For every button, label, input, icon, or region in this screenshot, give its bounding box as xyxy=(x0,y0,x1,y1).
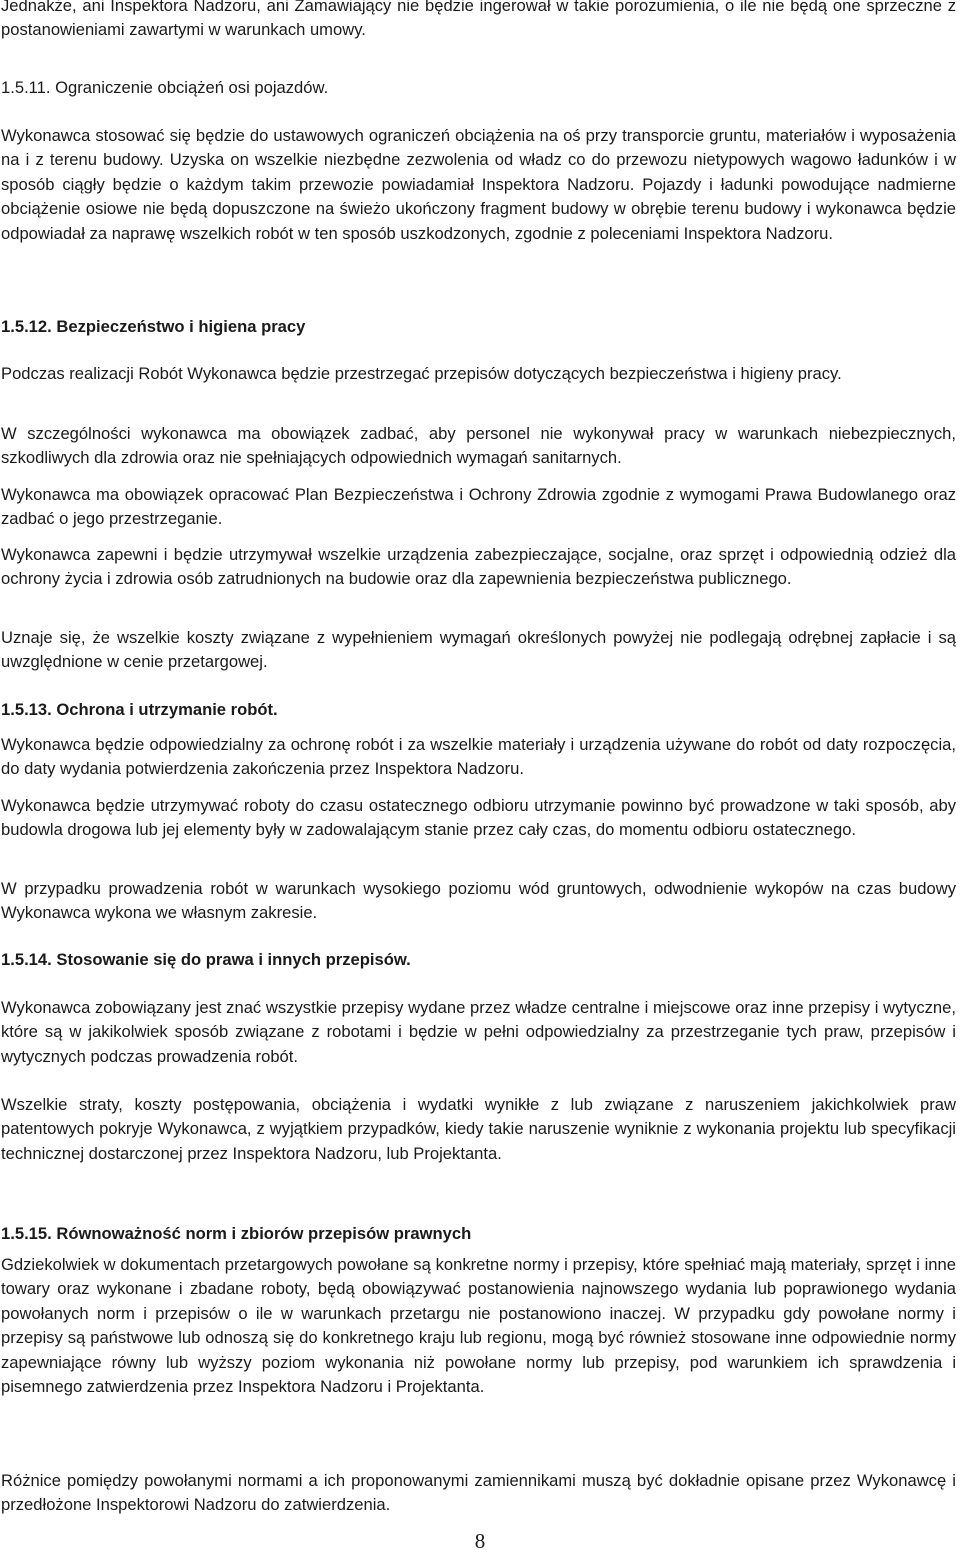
paragraph-intro: Jednakże, ani Inspektora Nadzoru, ani Zamawiający nie będzie ingerował w takie porozumienia, o ile nie będą one sprzeczne z postanowieniami zawartymi w warunkach umowy. xyxy=(1,0,956,40)
heading-1-5-15 xyxy=(1,1222,471,1246)
heading-number: 1.5.14. xyxy=(1,950,52,969)
heading-number: 1.5.13. xyxy=(1,700,52,719)
paragraph-1-5-14-b: Wszelkie straty, koszty postępowania, obciążenia i wydatki wynikłe z lub związane z naruszeniem jakichkolwiek praw patentowych pokryje Wykonawca, z wyjątkiem przypadków, kiedy takie naruszenie wyniknie z wykonania projektu lub specyfikacji technicznej dostarczonej przez Inspektora Nadzoru, lub Projektanta. xyxy=(1,1095,956,1163)
paragraph-1-5-12-d: Wykonawca zapewni i będzie utrzymywał wszelkie urządzenia zabezpieczające, socjalne, oraz sprzęt i odpowiednią odzież dla ochrony życia i zdrowia osób zatrudnionych na budowie oraz dla zapewnienia bezpieczeństwa publicznego. xyxy=(1,545,956,589)
paragraph-1-5-12-b: W szczególności wykonawca ma obowiązek zadbać, aby personel nie wykonywał pracy w warunkach niebezpiecznych, szkodliwych dla zdrowia oraz nie spełniających odpowiednich wymagań sanitarnych. xyxy=(1,424,956,468)
heading-1-5-12 xyxy=(1,315,305,339)
heading-1-5-11 xyxy=(1,76,328,100)
paragraph-1-5-15-a: Gdziekolwiek w dokumentach przetargowych powołane są konkretne normy i przepisy, które spełniać mają materiały, sprzęt i inne towary oraz wykonane i zbadane roboty, będą obowiązywać postanowienia najnowszego wydania lub poprawionego wydania powołanych norm i przepisów o ile w warunkach przetargu nie postanowiono inaczej. W przypadku gdy powołane normy i przepisy są państwowe lub odnoszą się do konkretnego kraju lub regionu, mogą być również stosowane inne odpowiednie normy zapewniające równy lub wyższy poziom wykonania niż powołane normy lub przepisy, pod warunkiem ich sprawdzenia i pisemnego zatwierdzenia przez Inspektora Nadzoru i Projektanta. xyxy=(1,1255,956,1397)
heading-number: 1.5.12. xyxy=(1,317,52,336)
paragraph-1-5-13-b: Wykonawca będzie utrzymywać roboty do czasu ostatecznego odbioru utrzymanie powinno być prowadzone w taki sposób, aby budowla drogowa lub jej elementy były w zadowalającym stanie przez cały czas, do momentu odbioru ostatecznego. xyxy=(1,796,956,840)
paragraph-1-5-13-c: W przypadku prowadzenia robót w warunkach wysokiego poziomu wód gruntowych, odwodnienie wykopów na czas budowy Wykonawca wykona we własnym zakresie. xyxy=(1,879,956,923)
heading-title: Równoważność norm i zbiorów przepisów prawnych xyxy=(56,1224,472,1243)
heading-title: Ograniczenie obciążeń osi pojazdów. xyxy=(55,78,329,97)
heading-number: 1.5.11. xyxy=(1,78,51,97)
paragraph-1-5-14-a: Wykonawca zobowiązany jest znać wszystkie przepisy wydane przez władze centralne i miejscowe oraz inne przepisy i wytyczne, które są w jakikolwiek sposób związane z robotami i będzie w pełni odpowiedzialny za przestrzeganie tych praw, przepisów i wytycznych podczas prowadzenia robót. xyxy=(1,998,956,1066)
page-number: 8 xyxy=(474,1529,486,1553)
heading-number: 1.5.15. xyxy=(1,1224,52,1243)
paragraph-1-5-13-a: Wykonawca będzie odpowiedzialny za ochronę robót i za wszelkie materiały i urządzenia używane do robót od daty rozpoczęcia, do daty wydania potwierdzenia zakończenia przez Inspektora Nadzoru. xyxy=(1,735,956,779)
heading-title: Stosowanie się do prawa i innych przepisów. xyxy=(56,950,411,969)
heading-title: Ochrona i utrzymanie robót. xyxy=(56,700,278,719)
paragraph-1-5-12-c: Wykonawca ma obowiązek opracować Plan Bezpieczeństwa i Ochrony Zdrowia zgodnie z wymogami Prawa Budowlanego oraz zadbać o jego przestrzeganie. xyxy=(1,485,956,529)
paragraph-1-5-12-a: Podczas realizacji Robót Wykonawca będzie przestrzegać przepisów dotyczących bezpieczeństwa i higieny pracy. xyxy=(1,364,842,383)
heading-1-5-14 xyxy=(1,948,411,972)
paragraph-1-5-12-e: Uznaje się, że wszelkie koszty związane z wypełnieniem wymagań określonych powyżej nie podlegają odrębnej zapłacie i są uwzględnione w cenie przetargowej. xyxy=(1,628,956,672)
paragraph-1-5-15-b: Różnice pomiędzy powołanymi normami a ich proponowanymi zamiennikami muszą być dokładnie opisane przez Wykonawcę i przedłożone Inspektorowi Nadzoru do zatwierdzenia. xyxy=(1,1471,956,1515)
paragraph-1-5-11-a: Wykonawca stosować się będzie do ustawowych ograniczeń obciążenia na oś przy transporcie gruntu, materiałów i wyposażenia na i z terenu budowy. Uzyska on wszelkie niezbędne zezwolenia od władz co do przewozu nietypowych wagowo ładunków i w sposób ciągły będzie o każdym takim przewozie powiadamiał Inspektora Nadzoru. Pojazdy i ładunki powodujące nadmierne obciążenie osiowe nie będą dopuszczone na świeżo ukończony fragment budowy w obrębie terenu budowy i wykonawca będzie odpowiadał za naprawę wszelkich robót w ten sposób uszkodzonych, zgodnie z poleceniami Inspektora Nadzoru. xyxy=(1,126,956,243)
heading-1-5-13 xyxy=(1,698,278,722)
heading-title: Bezpieczeństwo i higiena pracy xyxy=(56,317,306,336)
